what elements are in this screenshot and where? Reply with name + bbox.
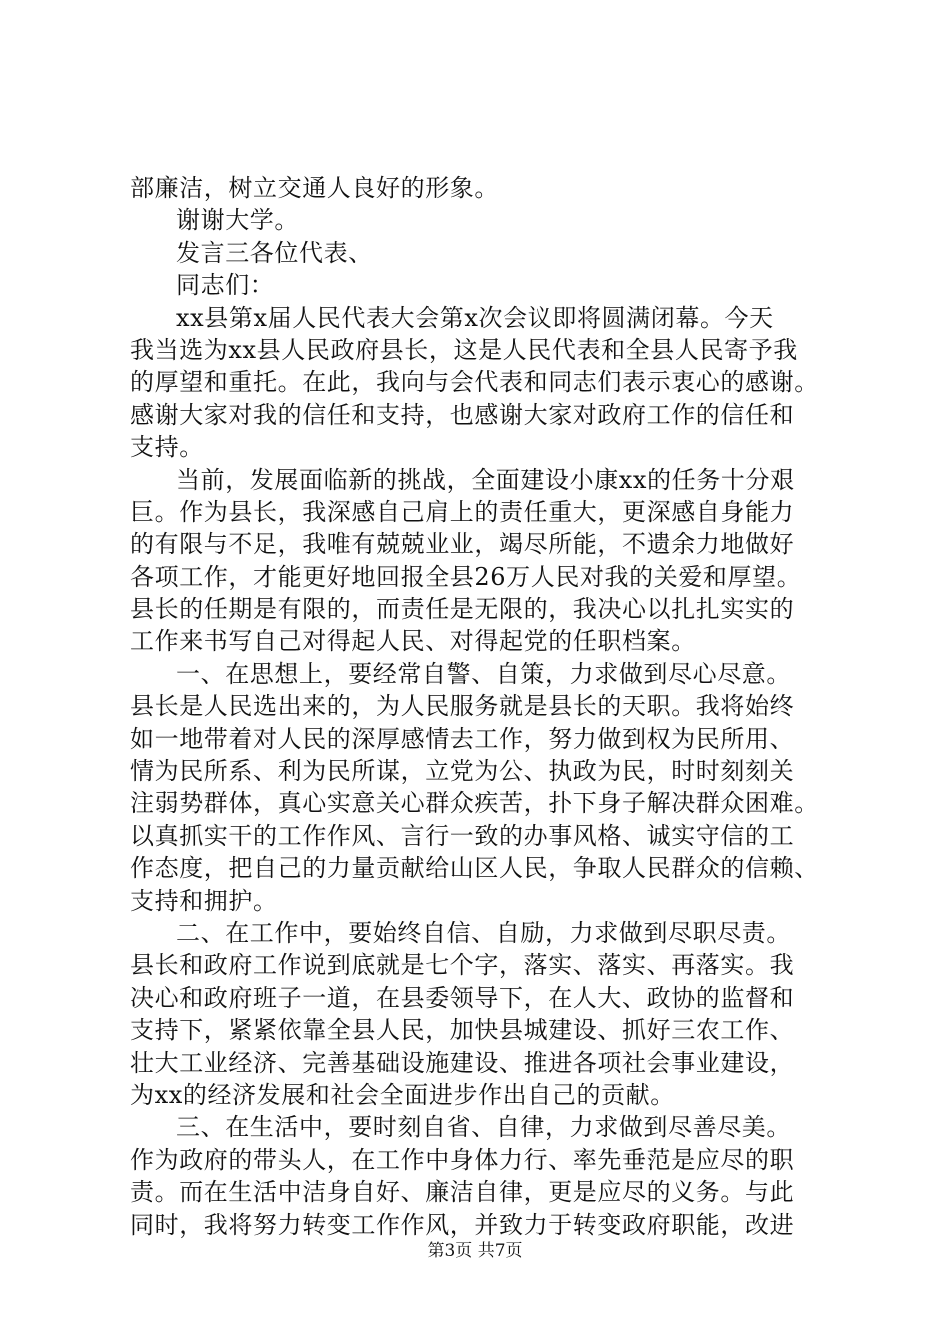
text-line: 发言三各位代表、 <box>176 238 373 267</box>
text-line: 工作来书写自己对得起人民、对得起党的任职档案。 <box>130 627 696 656</box>
text-line: 县长的任期是有限的，而责任是无限的，我决心以扎扎实实的 <box>130 595 795 624</box>
text-line: 支持下，紧紧依靠全县人民，加快县城建设、抓好三农工作、 <box>130 1016 795 1045</box>
text-line: 三、在生活中，要时刻自省、自律，力求做到尽善尽美。 <box>176 1113 791 1142</box>
text-line: 决心和政府班子一道，在县委领导下，在人大、政协的监督和 <box>130 983 795 1012</box>
text-line: 情为民所系、利为民所谋，立党为公、执政为民，时时刻刻关 <box>130 757 795 786</box>
text-line: 支持和拥护。 <box>130 886 278 915</box>
text-line: 二、在工作中，要始终自信、自励，力求做到尽职尽责。 <box>176 918 791 947</box>
text-line: 县长是人民选出来的，为人民服务就是县长的天职。我将始终 <box>130 692 795 721</box>
text-line: 的厚望和重托。在此，我向与会代表和同志们表示衷心的感谢。 <box>130 368 819 397</box>
text-line: 注弱势群体，真心实意关心群众疾苦，扑下身子解决群众困难。 <box>130 789 819 818</box>
page-number-footer: 第3页 共7页 <box>427 1241 523 1261</box>
text-line: 的有限与不足，我唯有兢兢业业，竭尽所能，不遗余力地做好 <box>130 530 795 559</box>
text-line: 责。而在生活中洁身自好、廉洁自律，更是应尽的义务。与此 <box>130 1178 795 1207</box>
text-line: 县长和政府工作说到底就是七个字，落实、落实、再落实。我 <box>130 951 795 980</box>
document-body <box>130 172 830 1241</box>
text-line: 作态度，把自己的力量贡献给山区人民，争取人民群众的信赖、 <box>130 854 819 883</box>
text-line: 谢谢大学。 <box>176 206 299 235</box>
text-line: 当前，发展面临新的挑战，全面建设小康xx的任务十分艰 <box>176 465 795 494</box>
text-line: 巨。作为县长，我深感自己肩上的责任重大，更深感自身能力 <box>130 497 795 526</box>
text-line: 以真抓实干的工作作风、言行一致的办事风格、诚实守信的工 <box>130 821 795 850</box>
text-line: 如一地带着对人民的深厚感情去工作，努力做到权为民所用、 <box>130 724 795 753</box>
text-line: 支持。 <box>130 433 204 462</box>
text-line: 各项工作，才能更好地回报全县26万人民对我的关爱和厚望。 <box>130 562 802 591</box>
text-line: 为xx的经济发展和社会全面进步作出自己的贡献。 <box>130 1080 675 1109</box>
text-line: 一、在思想上，要经常自警、自策，力求做到尽心尽意。 <box>176 659 791 688</box>
text-line: xx县第x届人民代表大会第x次会议即将圆满闭幕。今天 <box>176 303 774 332</box>
text-line: 壮大工业经济、完善基础设施建设、推进各项社会事业建设， <box>130 1048 795 1077</box>
text-line: 部廉洁，树立交通人良好的形象。 <box>130 174 499 202</box>
text-line: 我当选为xx县人民政府县长，这是人民代表和全县人民寄予我 <box>130 335 798 364</box>
text-line: 同志们： <box>176 271 275 300</box>
text-line: 感谢大家对我的信任和支持，也感谢大家对政府工作的信任和 <box>130 400 795 429</box>
text-line: 同时，我将努力转变工作作风，并致力于转变政府职能，改进 <box>130 1210 795 1239</box>
text-line: 作为政府的带头人，在工作中身体力行、率先垂范是应尽的职 <box>130 1145 795 1174</box>
